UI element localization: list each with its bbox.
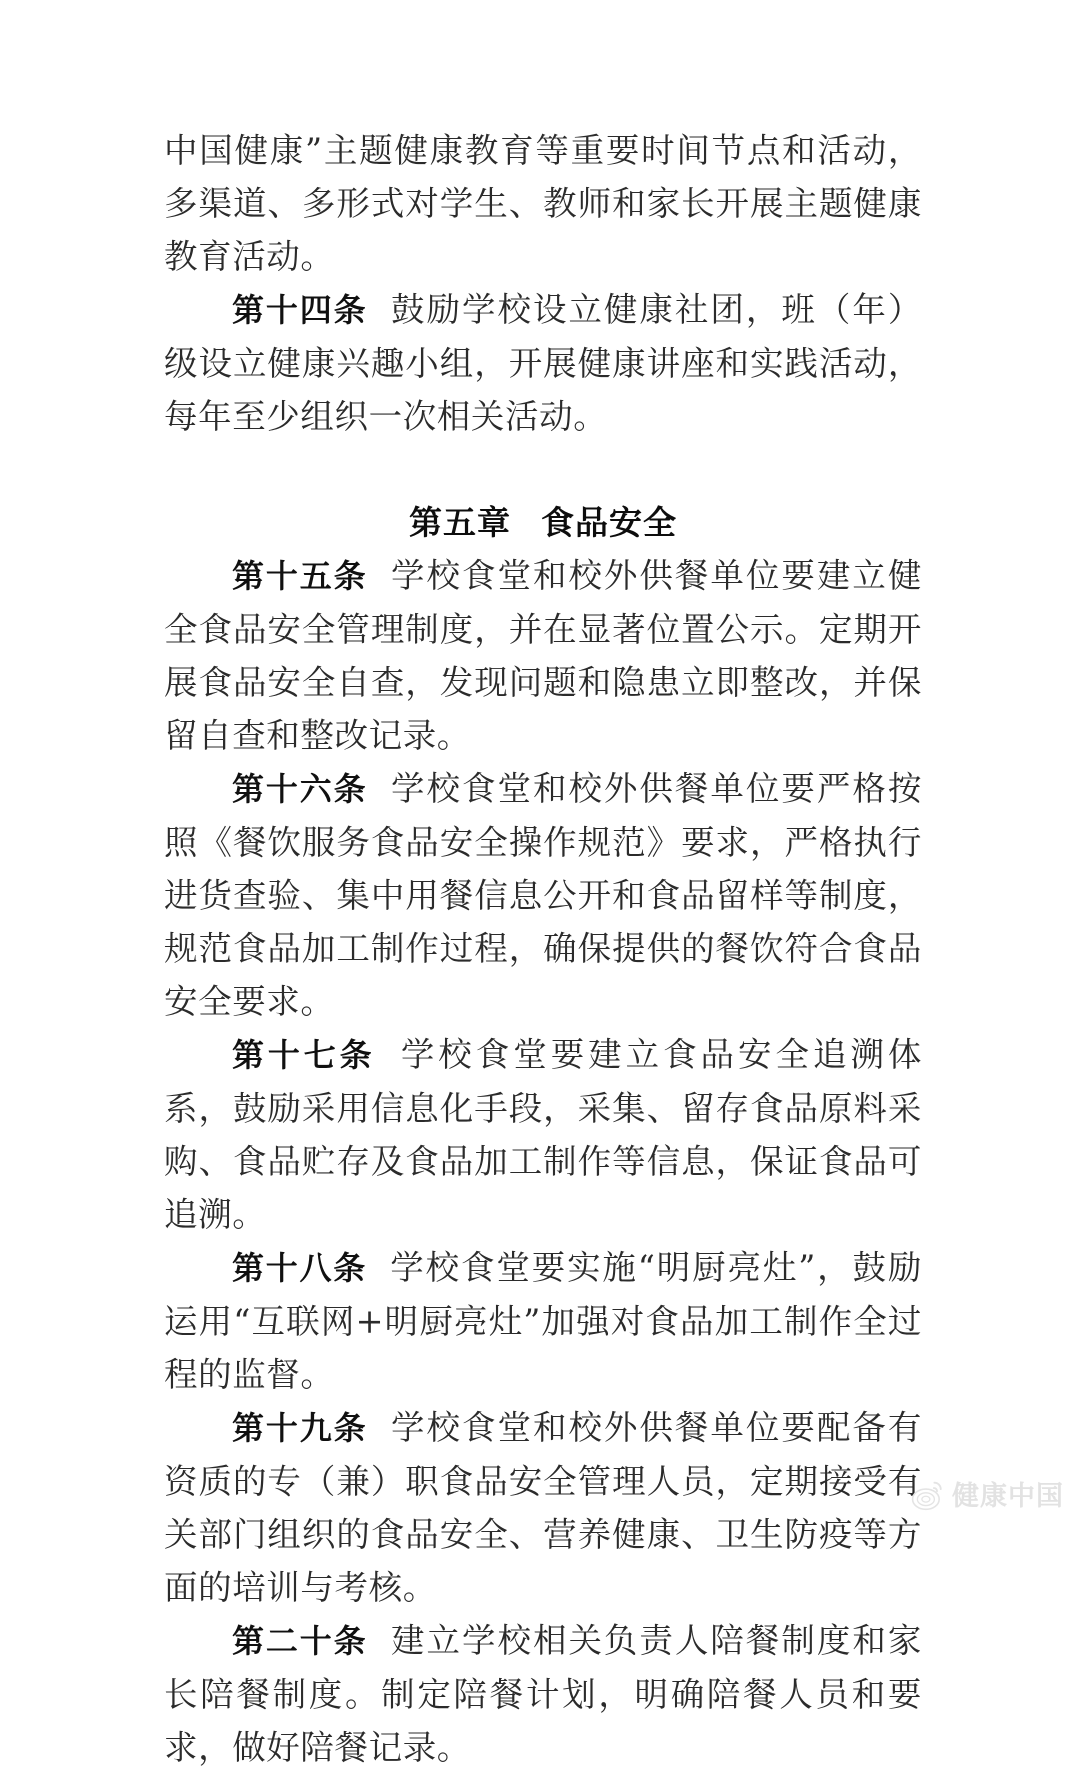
article-body-18: 学校食堂要实施“明厨亮灶”，鼓励运用“互联网+明厨亮灶”加强对食品加工制作全过程的监督。 bbox=[164, 1248, 922, 1394]
chapter-heading bbox=[164, 496, 922, 549]
article-body-15: 学校食堂和校外供餐单位要建立健全食品安全管理制度，并在显著位置公示。定期开展食品安全自查，发现问题和隐患立即整改，并保留自查和整改记录。 bbox=[164, 556, 922, 755]
paragraph-spacer bbox=[164, 443, 922, 496]
article-number-16: 第十六条 bbox=[232, 771, 368, 807]
article-body-20: 建立学校相关负责人陪餐制度和家长陪餐制度。制定陪餐计划，明确陪餐人员和要求，做好陪餐记录。 bbox=[164, 1621, 922, 1767]
article-number-18: 第十八条 bbox=[232, 1250, 368, 1286]
article-number-14: 第十四条 bbox=[232, 292, 368, 328]
article-body-17: 学校食堂要建立食品安全追溯体系，鼓励采用信息化手段，采集、留存食品原料采购、食品贮存及食品加工制作等信息，保证食品可追溯。 bbox=[164, 1035, 922, 1234]
chapter-number: 第五章 bbox=[409, 504, 511, 541]
article-number-20: 第二十条 bbox=[232, 1623, 368, 1659]
article-paragraph-14 bbox=[164, 283, 922, 443]
article-number-15: 第十五条 bbox=[232, 558, 368, 594]
article-body-14: 鼓励学校设立健康社团，班（年）级设立健康兴趣小组，开展健康讲座和实践活动，每年至少组织一次相关活动。 bbox=[164, 290, 922, 436]
continued-paragraph: 中国健康”主题健康教育等重要时间节点和活动，多渠道、多形式对学生、教师和家长开展主题健康教育活动。 bbox=[164, 131, 922, 276]
article-paragraph-15 bbox=[164, 549, 922, 762]
chapter-title: 食品安全 bbox=[541, 504, 677, 541]
article-paragraph-18 bbox=[164, 1241, 922, 1401]
article-number-19: 第十九条 bbox=[232, 1410, 368, 1446]
article-paragraph-16 bbox=[164, 762, 922, 1028]
article-paragraph-20 bbox=[164, 1614, 922, 1774]
article-paragraph-17 bbox=[164, 1028, 922, 1241]
watermark bbox=[911, 1479, 1064, 1513]
article-paragraph-19 bbox=[164, 1401, 922, 1614]
watermark-label: 健康中国 bbox=[952, 1480, 1064, 1511]
article-body-16: 学校食堂和校外供餐单位要严格按照《餐饮服务食品安全操作规范》要求，严格执行进货查验、集中用餐信息公开和食品留样等制度，规范食品加工制作过程，确保提供的餐饮符合食品安全要求。 bbox=[164, 769, 922, 1021]
article-body-19: 学校食堂和校外供餐单位要配备有资质的专（兼）职食品安全管理人员，定期接受有关部门组织的食品安全、营养健康、卫生防疫等方面的培训与考核。 bbox=[164, 1408, 922, 1607]
article-number-17: 第十七条 bbox=[232, 1037, 376, 1073]
